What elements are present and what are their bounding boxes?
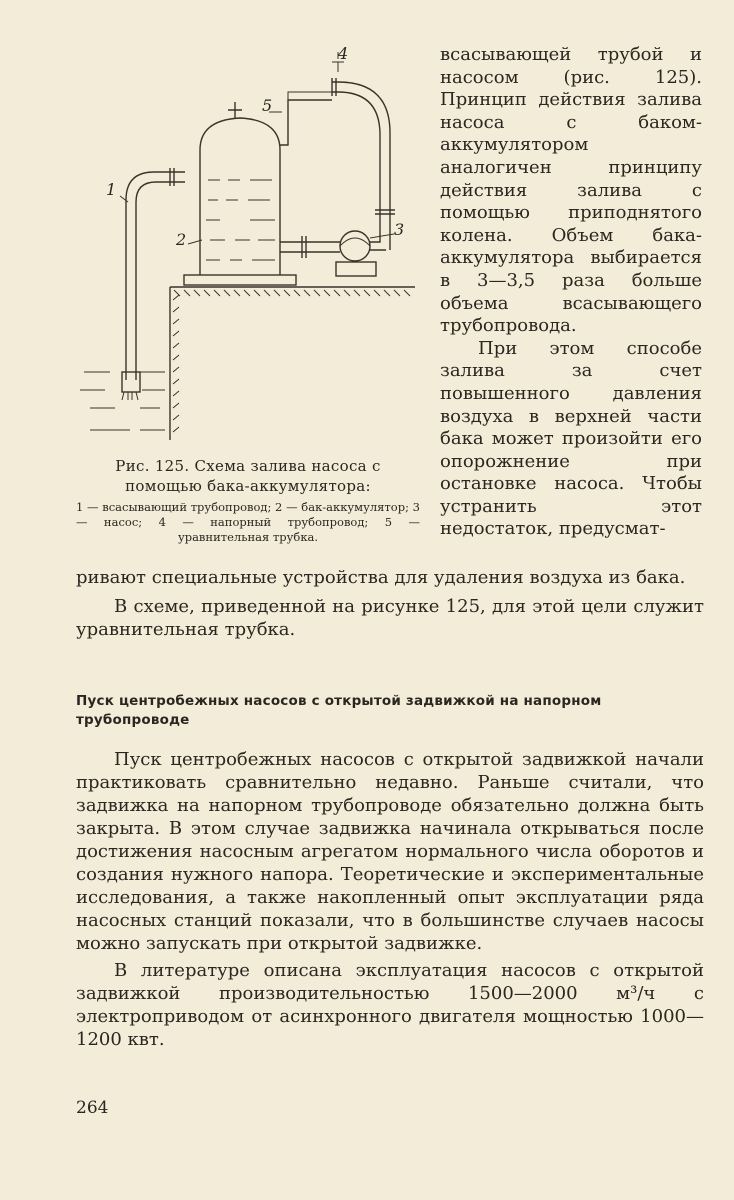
- page-number: 264: [76, 1098, 109, 1118]
- pump-casing: [340, 231, 370, 261]
- paragraph-literature: В литературе описана эксплуатация насосов с открытой задвижкой производительностью 1500—2000 м³/ч с электроприводом от асинхронного двигателя мощностью 1000—1200 квт.: [76, 960, 704, 1050]
- paragraph-priming-principle: всасывающей трубой и насосом (рис. 125). Принцип действия залива насоса с баком-аккумулятором аналогичен принципу действия залива с помощью приподнятого колена. Объем бака-аккумулятора выбирается в 3—3,5 раза больше объема всасывающего трубопровода.: [440, 44, 702, 337]
- figure-125-diagram: [70, 44, 425, 450]
- paragraph-scheme-note: В схеме, приведенной на рисунке 125, для этой цели служит уравнительная трубка.: [76, 596, 704, 640]
- figure-caption: [76, 456, 420, 545]
- label-4: 4: [338, 44, 349, 63]
- paragraph-open-valve-start: Пуск центробежных насосов с открытой задвижкой начали практиковать сравнительно недавно. Раньше считали, что задвижка на напорном трубопроводе обязательно должна быть закрыта. В этом случае задвижка начинала открываться после достижения насосным агрегатом нормального числа оборотов и создания нужного напора. Теоретические и экспериментальные исследования, а также накопленный опыт эксплуатации ряда насосных станций показали, что в большинстве случаев насосы можно запускать при открытой задвижке.: [76, 749, 704, 954]
- suction-pipe-outer: [126, 172, 185, 380]
- full-width-text-body: [76, 748, 704, 1051]
- balancing-tube: [280, 100, 332, 145]
- caption-legend: 1 — всасывающий трубопровод; 2 — бак-аккумулятор; 3 — насос; 4 — напорный трубопровод; 5 — уравнительная трубка.: [76, 500, 420, 544]
- tank-base: [184, 275, 296, 285]
- right-column-text: [440, 44, 702, 541]
- discharge-arrow: [332, 62, 344, 72]
- paragraph-continuation: ривают специальные устройства для удаления воздуха из бака.: [76, 567, 686, 588]
- tank-vent-valve: [228, 102, 242, 118]
- label-2: 2: [176, 230, 187, 249]
- discharge-pipe-inner: [332, 82, 390, 250]
- caption-title: Рис. 125. Схема залива насоса с помощью бака-аккумулятора:: [115, 457, 381, 495]
- tank-body: [200, 118, 280, 275]
- pump-base: [336, 262, 376, 276]
- pump-priming-scheme: [70, 50, 425, 450]
- paragraph-drain-issue: При этом способе залива за счет повышенного давления воздуха в верхней части бака может произойти его опорожнение при остановке насоса. Чтобы устранить этот недостаток, предусмат-: [440, 337, 702, 540]
- label-5: 5: [262, 96, 273, 115]
- ground-hatching: [173, 290, 410, 432]
- tank-water-lines: [206, 180, 275, 260]
- label-1: 1: [106, 180, 117, 199]
- label-3: 3: [394, 220, 405, 239]
- section-heading: Пуск центробежных насосов с открытой задвижкой на напорном трубопроводе: [76, 693, 602, 728]
- discharge-pipe-outer: [332, 92, 380, 242]
- full-width-text-top: [76, 566, 704, 641]
- suction-pipe-inner: [136, 182, 185, 380]
- foot-valve: [122, 372, 140, 392]
